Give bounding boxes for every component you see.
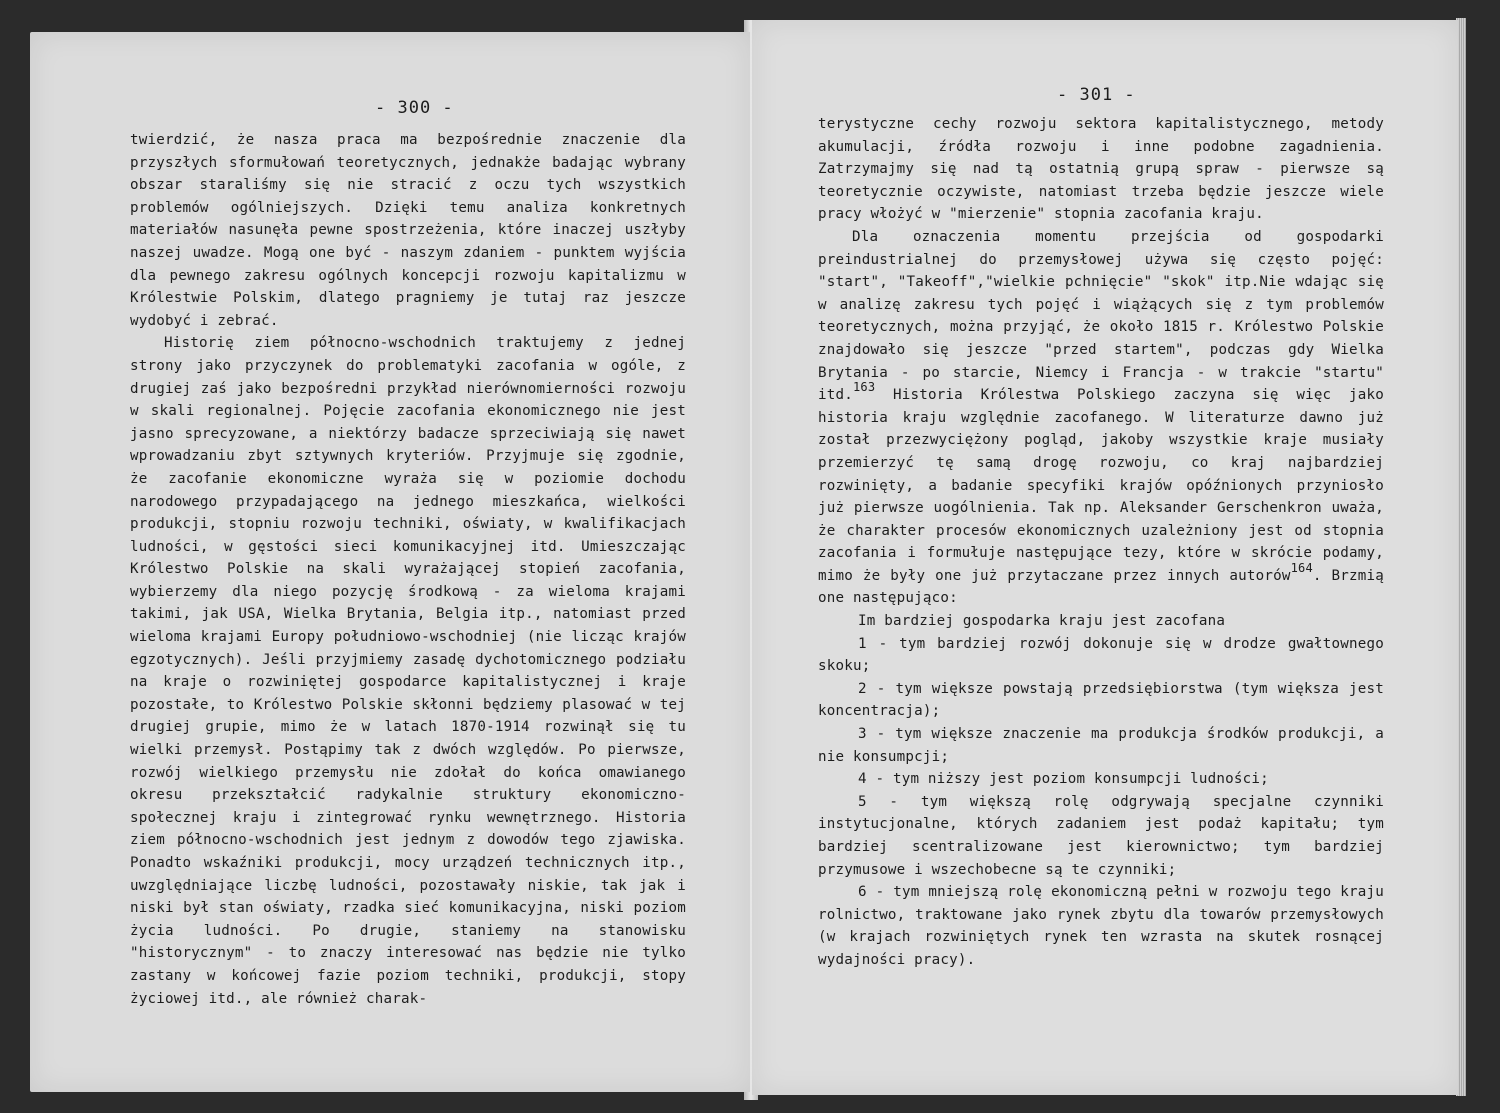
right-page-text: [818, 113, 1384, 972]
paragraph: terystyczne cechy rozwoju sektora kapitalistycznego, metody akumulacji, źródła rozwoju i inne podobne zagadnienia. Zatrzymajmy się nad tą ostatnią grupą spraw - pierwsze są teoretycznie oczywiste, natomiast trzeba będzie jeszcze wiele pracy włożyć w "mierzenie" stopnia zacofania kraju.: [818, 116, 1384, 223]
left-page-text: [130, 129, 686, 1010]
list-item: 4 - tym niższy jest poziom konsumpcji ludności;: [858, 771, 1269, 788]
list-item: 5 - tym większą rolę odgrywają specjalne czynniki instytucjonalne, których zadaniem jest podaż kapitału; tym bardziej scentralizowane jest kierownictwo; tym bardziej przymusowe i wszechobecne są te czynniki;: [818, 793, 1384, 878]
paragraph-text: Historia Królestwa Polskiego zaczyna się więc jako historia kraju względnie zacofanego. W literaturze dawno już został przezwyciężony pogląd, jakoby wszystkie kraje musiały przemierzyć tę samą drogę rozwoju, co kraj najbardziej rozwinięty, a badanie specyfiki krajów opóźnionych przyniosło już pierwsze uogólnienia. Tak np. Aleksander Gerschenkron uważa, że charakter procesów ekonomicznych uzależniony jest od stopnia zacofania i formułuje następujące tezy, które w skrócie podamy, mimo że były one już przytaczane przez innych autorów: [818, 387, 1384, 584]
paragraph-text: . Brzmią one następująco:: [818, 567, 1385, 607]
right-page: [752, 20, 1458, 1095]
page-number-300: - 300 -: [375, 98, 454, 118]
list-intro: Im bardziej gospodarka kraju jest zacofana: [858, 613, 1226, 630]
list-item: 2 - tym większe powstają przedsiębiorstwa (tym większa jest koncentracja);: [818, 680, 1384, 720]
paragraph: [818, 226, 1384, 610]
paragraph-text: Dla oznaczenia momentu przejścia od gospodarki preindustrialnej do przemysłowej używa się często pojęć: "start", "Takeoff","wielkie pchnięcie" "skok" itp.Nie wdając się w analizę zakresu tych pojęć i wiążących się z tym problemów teoretycznych, można przyjąć, że około 1815 r. Królestwo Polskie znajdowało się jeszcze "przed startem", podczas gdy Wielka Brytania - po starcie, Niemcy i Francja - w trakcie "startu" itd.: [818, 228, 1384, 404]
page-number-301: - 301 -: [1057, 85, 1136, 105]
footnote-marker-163: 163: [852, 380, 876, 395]
footnote-marker-164: 164: [1290, 560, 1313, 575]
list-item: 6 - tym mniejszą rolę ekonomiczną pełni w rozwoju tego kraju rolnictwo, traktowane jako rynek zbytu dla towarów przemysłowych (w krajach rozwiniętych rynek ten wzrasta na skutek rosnącej wydajności pracy).: [818, 884, 1384, 968]
left-page: [30, 32, 750, 1092]
list-item: 1 - tym bardziej rozwój dokonuje się w drodze gwałtownego skoku;: [818, 635, 1384, 675]
paragraph: twierdzić, że nasza praca ma bezpośrednie znaczenie dla przyszłych sformułowań teoretycznych, jednakże badając wybrany obszar staraliśmy się nie stracić z oczu tych wszystkich problemów ogólniejszych. Dzięki temu analiza konkretnych materiałów nasunęła pewne spostrzeżenia, które inaczej uszłyby naszej uwadze. Mogą one być - naszym zdaniem - punktem wyjścia dla pewnego zakresu ogólnych koncepcji rozwoju kapitalizmu w Królestwie Polskim, dlatego pragniemy je tutaj raz jeszcze wydobyć i zebrać.: [130, 132, 686, 329]
list-item: 3 - tym większe znaczenie ma produkcja środków produkcji, a nie konsumpcji;: [818, 726, 1384, 765]
paragraph: Historię ziem północno-wschodnich traktujemy z jednej strony jako przyczynek do problematyki zacofania w ogóle, z drugiej zaś jako bezpośredni przykład nierównomierności rozwoju w skali regionalnej. Pojęcie zacofania ekonomicznego nie jest jasno sprecyzowane, a niektórzy badacze sprzeciwiają się nawet wprowadzaniu zbyt sztywnych kryteriów. Przyjmuje się zgodnie, że zacofanie ekonomiczne wyraża się w poziomie dochodu narodowego przypadającego na jednego mieszkańca, wielkości produkcji, stopniu rozwoju techniki, oświaty, w kwalifikacjach ludności, w gęstości sieci komunikacyjnej itd. Umieszczając Królestwo Polskie na skali wyrażającej stopień zacofania, wybierzemy dla niego pozycję środkową - za wieloma krajami takimi, jak USA, Wielka Brytania, Belgia itp., natomiast przed wieloma krajami Europy południowo-wschodniej (nie licząc krajów egzotycznych). Jeśli przyjmiemy zasadę dychotomicznego podziału na kraje o rozwiniętej gospodarce kapitalistycznej i kraje pozostałe, to Królestwo Polskie skłonni będziemy plasować w tej drugiej grupie, mimo że w latach 1870-1914 rozwinął się tu wielki przemysł. Postąpimy tak z dwóch względów. Po pierwsze, rozwój wielkiego przemysłu nie zdołał do końca omawianego okresu przekształcić radykalnie struktury ekonomiczno-społecznej kraju i zintegrować rynku wewnętrznego. Historia ziem północno-wschodnich jest jednym z dowodów tego zjawiska. Ponadto wskaźniki produkcji, mocy urządzeń technicznych itp., uwzględniające liczbę ludności, pozostawały niskie, tak jak i niski był stan oświaty, rzadka sieć komunikacyjna, niski poziom życia ludności. Po drugie, staniemy na stanowisku "historycznym" - to znaczy interesować nas będzie nie tylko zastany w końcowej fazie poziom techniki, produkcji, stopy życiowej itd., ale również charak-: [130, 335, 686, 1007]
